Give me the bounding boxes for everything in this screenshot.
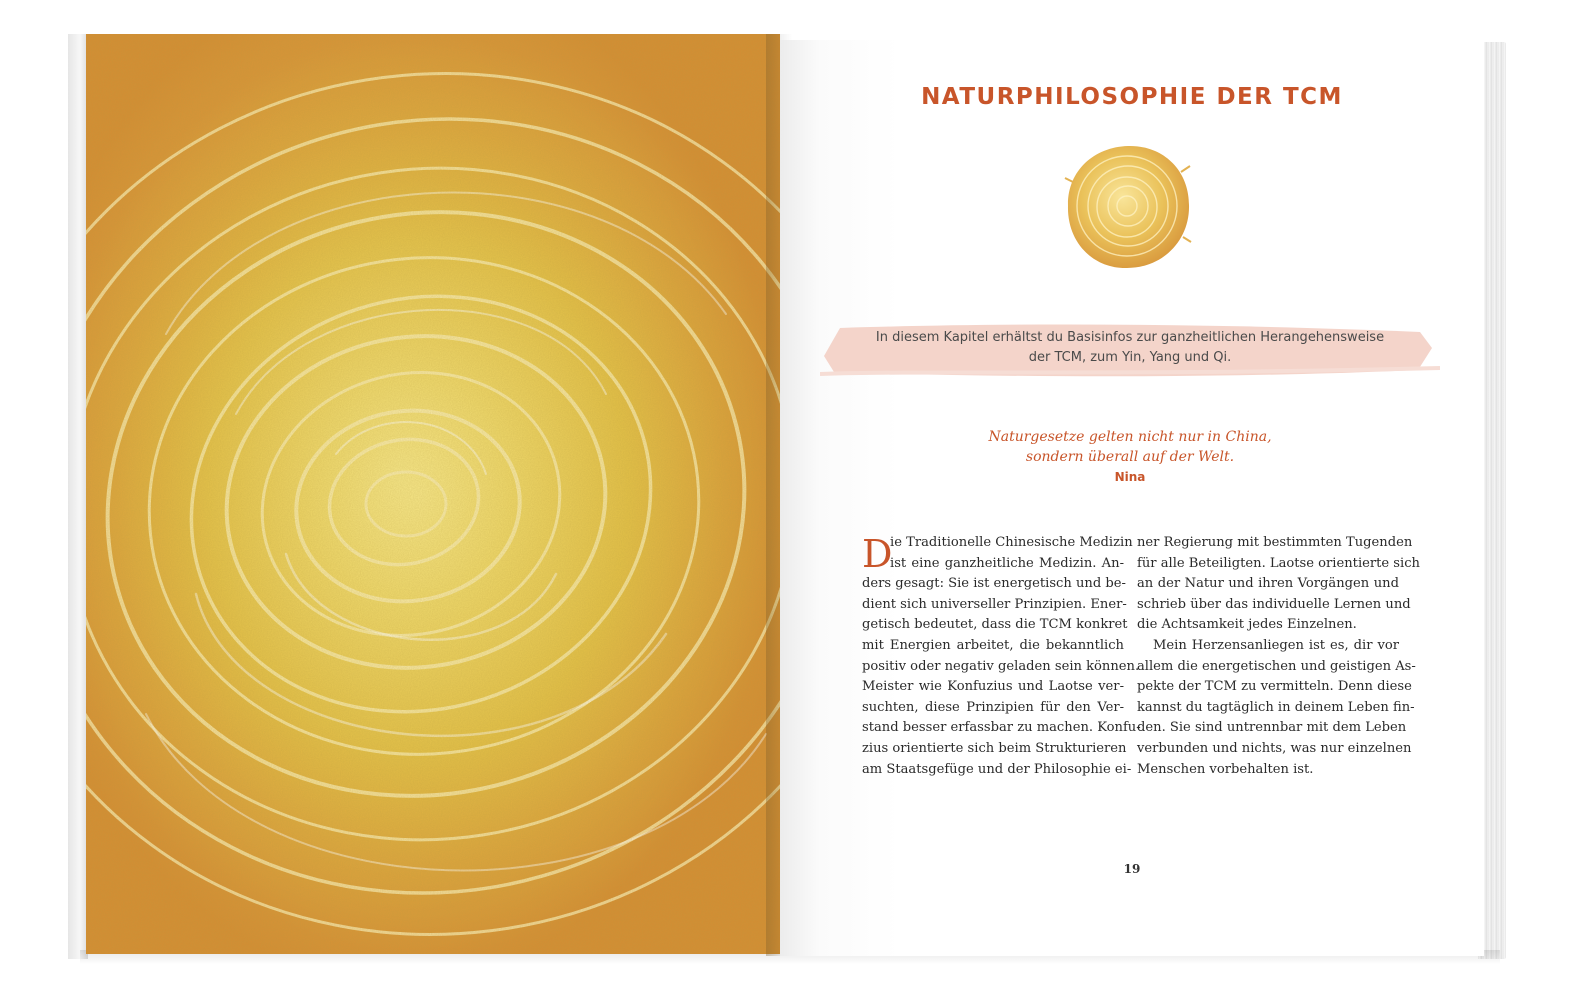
drop-cap: D	[862, 532, 893, 576]
body-line: dient sich universeller Prinzipien. Ener-	[862, 596, 1127, 612]
body-line: am Staatsgefüge und der Philosophie ei-	[862, 761, 1132, 777]
body-line: ist eine ganzheitliche Medizin. An-	[890, 555, 1124, 571]
body-line: für alle Beteiligten. Laotse orientierte sich	[1137, 555, 1420, 571]
body-line: kannst du tagtäglich in deinem Leben fin-	[1137, 699, 1415, 715]
body-line: verbunden und nichts, was nur einzelnen	[1137, 740, 1412, 756]
body-line: allem die energetischen und geistigen As-	[1137, 658, 1416, 674]
body-line: schrieb über das individuelle Lernen und	[1137, 596, 1411, 612]
intro-line: In diesem Kapitel erhältst du Basisinfos zur ganzheitlichen Herangehensweise	[875, 330, 1385, 345]
body-line: ie Traditionelle Chinesische Medizin	[890, 535, 1133, 550]
chapter-title: NATURPHILOSOPHIE DER TCM	[921, 84, 1343, 110]
body-line: Menschen vorbehalten ist.	[1137, 761, 1314, 777]
body-line: ner Regierung mit bestimmten Tugenden	[1137, 535, 1413, 550]
body-column-left	[862, 533, 1141, 780]
body-line: positiv oder negativ geladen sein können.	[862, 658, 1140, 674]
gold-swirl-paint-icon	[86, 34, 780, 954]
quote-author: Nina	[1114, 470, 1146, 484]
body-line: getisch bedeutet, dass die TCM konkret	[862, 617, 1128, 633]
body-line: mit Energien arbeitet, die bekanntlich	[862, 637, 1124, 653]
page-number: 19	[1123, 862, 1141, 876]
left-page-edge	[68, 34, 88, 959]
body-line: stand besser erfassbar zu machen. Konfu-	[862, 720, 1141, 736]
body-line: Mein Herzensanliegen ist es, dir vor	[1153, 637, 1399, 653]
quote-line: sondern überall auf der Welt.	[1025, 449, 1235, 465]
gold-disc-icon	[1063, 142, 1193, 272]
intro-text	[820, 328, 1440, 368]
body-line: ders gesagt: Sie ist energetisch und be-	[862, 576, 1126, 592]
body-line: Meister wie Konfuzius und Laotse ver-	[862, 679, 1124, 695]
left-page-gold-swirl	[86, 34, 780, 954]
body-line: die Achtsamkeit jedes Einzelnen.	[1137, 617, 1357, 633]
right-page	[780, 40, 1484, 956]
body-line: zius orientierte sich beim Strukturieren	[862, 740, 1127, 756]
quote-line: Naturgesetze gelten nicht nur in China,	[988, 429, 1272, 445]
intro-line: der TCM, zum Yin, Yang und Qi.	[1028, 350, 1232, 365]
body-line: an der Natur und ihren Vorgängen und	[1137, 576, 1399, 592]
body-column-right	[1137, 533, 1420, 780]
body-line: den. Sie sind untrennbar mit dem Leben	[1137, 720, 1407, 736]
body-line: pekte der TCM zu vermitteln. Denn diese	[1137, 679, 1412, 695]
quote	[920, 427, 1340, 467]
body-line: suchten, diese Prinzipien für den Ver-	[862, 699, 1124, 715]
